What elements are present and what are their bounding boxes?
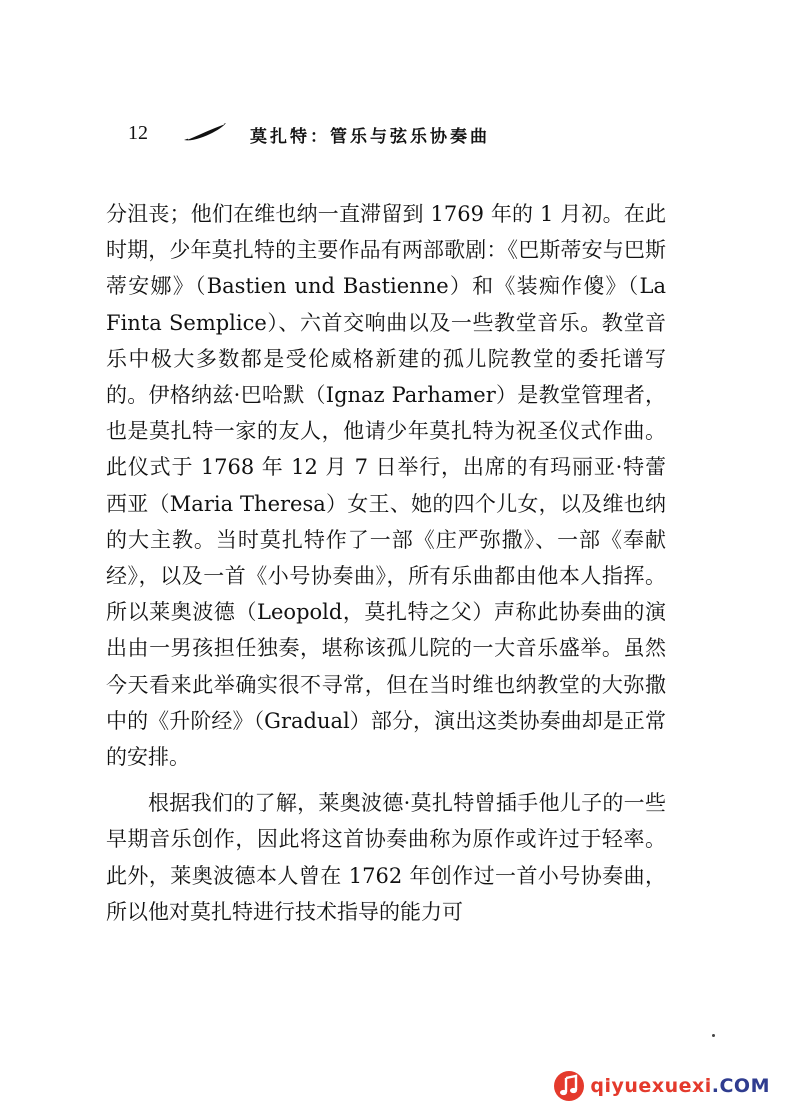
page-number: 12 <box>128 122 148 144</box>
watermark <box>552 1066 770 1106</box>
watermark-text: qiyuexuexi <box>590 1075 712 1097</box>
scan-dot <box>712 1034 715 1037</box>
paragraph: 分沮丧；他们在维也纳一直滞留到 1769 年的 1 月初。在此时期，少年莫扎特的主要作品有两部歌剧：《巴斯蒂安与巴斯蒂安娜》（Bastien und Bastienne）和《装痴作傻》（La Finta Semplice）、六首交响曲以及一些教堂音乐。教堂音乐中极大多数都是受伦威格新建的孤儿院教堂的委托谱写的。伊格纳兹·巴哈默（Ignaz Parhamer）是教堂管理者，也是莫扎特一家的友人，他请少年莫扎特为祝圣仪式作曲。此仪式于 1768 年 12 月 7 日举行，出席的有玛丽亚·特蕾西亚（Maria Theresa）女王、她的四个儿女，以及维也纳的大主教。当时莫扎特作了一部《庄严弥撒》、一部《奉献经》，以及一首《小号协奏曲》，所有乐曲都由他本人指挥。所以莱奥波德（Leopold，莫扎特之父）声称此协奏曲的演出由一男孩担任独奏，堪称该孤儿院的一大音乐盛举。虽然今天看来此举确实很不寻常，但在当时维也纳教堂的大弥撒中的《升阶经》（Gradual）部分，演出这类协奏曲却是正常的安排。 <box>106 202 666 770</box>
running-title: 莫扎特：管乐与弦乐协奏曲 <box>250 127 490 147</box>
pen-nib-icon <box>182 120 230 144</box>
music-note-logo-icon <box>552 1069 586 1103</box>
page-header <box>120 118 680 150</box>
body-text <box>106 196 666 930</box>
watermark-domain: .COM <box>711 1075 770 1097</box>
paragraph: 根据我们的了解，莱奥波德·莫扎特曾插手他儿子的一些早期音乐创作，因此将这首协奏曲称为原作或许过于轻率。此外，莱奥波德本人曾在 1762 年创作过一首小号协奏曲，所以他对莫扎特进行技术指导的能力可 <box>106 791 666 924</box>
